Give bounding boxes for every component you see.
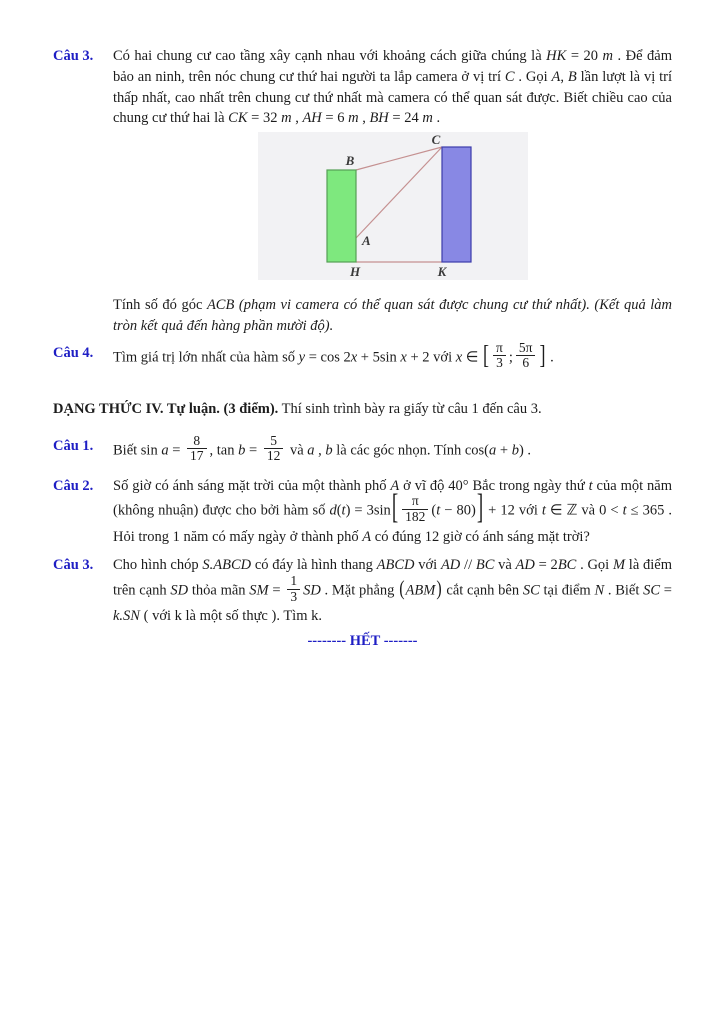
essay-question-2-body: Số giờ có ánh sáng mặt trời của một thành phố A ở vĩ độ 40° Bắc trong ngày thứ t của một năm (không nhuận) được cho bởi hàm số d(t) = 3sin[ $\frac{\pi}{182}$ (t − 80)] + 12 với t ∈ ℤ và 0 < t ≤ 365 . Hỏi trong 1 năm có mấy ngày ở thành phố A có đúng 12 giờ có ánh sáng mặt trời?: [113, 477, 673, 545]
question-4-label: Câu 4.: [53, 344, 94, 361]
question-4-block: [53, 339, 672, 373]
point-label-H: H: [349, 264, 360, 280]
camera-figure-wrap: [258, 132, 528, 287]
essay-question-1-label: Câu 1.: [53, 437, 94, 454]
question-3-block: [53, 46, 672, 337]
essay-question-1-block: [53, 432, 672, 466]
point-label-K: K: [437, 264, 446, 280]
essay-question-3-block: [53, 555, 672, 627]
figure-background: [258, 132, 528, 280]
essay-question-3-label: Câu 3.: [53, 557, 94, 574]
end-marker: -------- HẾT -------: [307, 633, 418, 650]
essay-question-3-body: Cho hình chóp S.ABCD có đáy là hình thang ABCD với AD // BC và AD = 2BC . Gọi M là điểm trên cạnh SD thỏa mãn SM = $\frac{1}{3}$ SD . Mặt phẳng (ABM) cắt cạnh bên SC tại điểm N . Biết SC = k.SN ( với k là một số thực ). Tìm k.: [113, 557, 672, 625]
section-heading: [53, 399, 672, 420]
building-two-blue: [442, 147, 471, 262]
essay-question-2-block: [53, 476, 672, 548]
section-heading-rest: Thí sinh trình bày ra giấy từ câu 1 đến câu 3.: [278, 400, 542, 417]
question-4-body: Tìm giá trị lớn nhất của hàm số y = cos 2x + 5sin x + 2 với x ∈ [ $\frac{\pi}{3}$ ; $\frac{5\pi}{6}$ ] .: [113, 339, 554, 371]
question-3-body: [113, 46, 672, 337]
section-heading-bold: DẠNG THỨC IV. Tự luận. (3 điểm).: [53, 400, 279, 417]
question-3-label: Câu 3.: [53, 48, 94, 64]
question-3-statement: Có hai chung cư cao tầng xây cạnh nhau với khoảng cách giữa chúng là HK = 20 m . Để đảm bảo an ninh, trên nóc chung cư thứ hai người ta lắp camera ở vị trí C . Gọi A, B lần lượt là vị trí thấp nhất, cao nhất trên chung cư thứ nhất mà camera có thể quan sát được. Biết chiều cao của chung cư thứ hai là CK = 32 m , AH = 6 m , BH = 24 m .: [113, 48, 673, 127]
essay-question-1-body: Biết sin a = $\frac{8}{17}$ , tan b = $\frac{5}{12}$ và a , b là các góc nhọn. Tính cos(a + b) .: [113, 432, 532, 464]
question-3-task: Tính số đó góc ACB (phạm vi camera có thể quan sát được chung cư thứ nhất). (Kết quả làm tròn kết quả đến hàng phần mười độ).: [113, 296, 673, 334]
camera-figure: [258, 132, 528, 280]
point-label-A: A: [361, 233, 371, 249]
point-label-B: B: [345, 153, 354, 169]
essay-question-2-label: Câu 2.: [53, 477, 94, 494]
building-one-green: [327, 170, 356, 262]
point-label-C: C: [431, 132, 440, 148]
